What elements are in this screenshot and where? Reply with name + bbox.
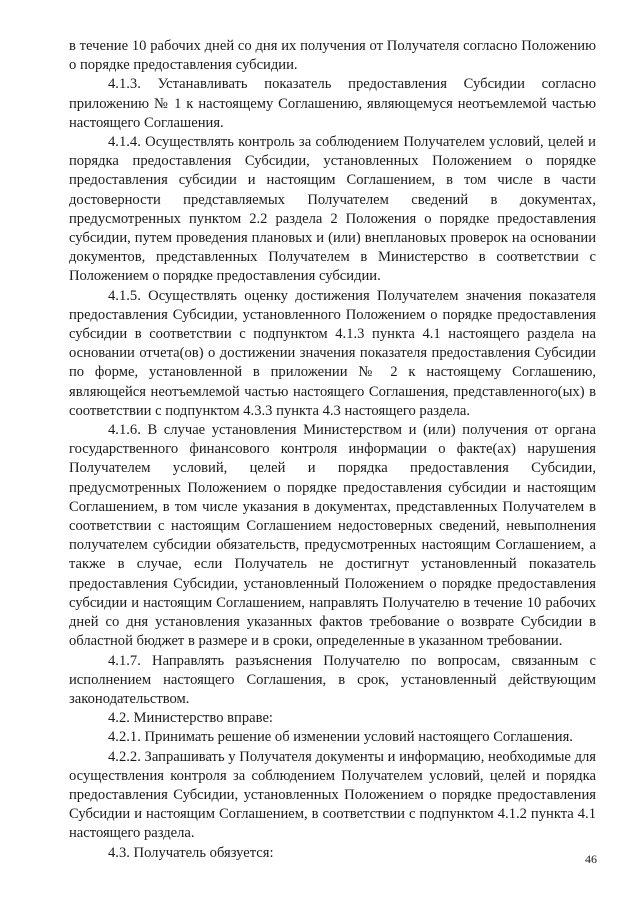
paragraph-continuation: в течение 10 рабочих дней со дня их получения от Получателя согласно Положению о порядке предоставления субсидии. (69, 38, 596, 74)
paragraph-4-1-4: 4.1.4. Осуществлять контроль за соблюдением Получателем условий, целей и порядка предоставления Субсидии, установленных Положением о порядке предоставления субсидии и настоящим Соглашением, в том числе в части достоверности представляемых Получателем сведений в документах, предусмотренных пунктом 2.2 раздела 2 Положения о порядке предоставления субсидии, путем проведения плановых и (или) внеплановых проверок на основании документов, представленных Получателем в Министерство в соответствии с Положением о порядке предоставления субсидии. (69, 134, 596, 285)
paragraph-4-2-1: 4.2.1. Принимать решение об изменении условий настоящего Соглашения. (108, 729, 573, 746)
page-number: 46 (585, 852, 597, 866)
document-body (69, 37, 596, 863)
paragraph-4-1-5: 4.1.5. Осуществлять оценку достижения Получателем значения показателя предоставления Субсидии, установленного Положением о порядке предоставления субсидии в соответствии с подпунктом 4.1.3 пункта 4.1 настоящего раздела на основании отчета(ов) о достижении значения показателя предоставления Субсидии по форме, установленной в приложении № 2 к настоящему Соглашению, являющейся неотъемлемой частью настоящего Соглашения, представленного(ых) в соответствии с подпунктом 4.3.3 пункта 4.3 настоящего раздела. (69, 287, 596, 419)
paragraph-4-1-7: 4.1.7. Направлять разъяснения Получателю по вопросам, связанным с исполнением настоящего Соглашения, в срок, установленный действующим законодательством. (69, 652, 596, 707)
paragraph-4-2: 4.2. Министерство вправе: (108, 710, 273, 727)
paragraph-4-1-3: 4.1.3. Устанавливать показатель предоставления Субсидии согласно приложению № 1 к настоящему Соглашению, являющемуся неотъемлемой частью настоящего Соглашения. (69, 76, 596, 131)
paragraph-4-2-2: 4.2.2. Запрашивать у Получателя документы и информацию, необходимые для осуществления контроля за соблюдением Получателем условий, целей и порядка предоставления Субсидии, установленных Положением о порядке предоставления Субсидии и настоящим Соглашением, в соответствии с подпунктом 4.1.2 пункта 4.1 настоящего раздела. (69, 748, 596, 842)
paragraph-4-3: 4.3. Получатель обязуется: (108, 844, 274, 861)
paragraph-4-1-6: 4.1.6. В случае установления Министерством и (или) получения от органа государственного финансового контроля информации о факте(ах) нарушения Получателем условий, целей и порядка предоставления Субсидии, предусмотренных Положением о порядке предоставления субсидии и настоящим Соглашением, в том числе указания в документах, представленных Получателем в соответствии с настоящим Соглашением недостоверных сведений, невыполнения получателем субсидии обязательств, предусмотренных настоящим Соглашением, а также в случае, если Получатель не достигнут установленный показатель предоставления Субсидии, установленный Положением о порядке предоставления субсидии и настоящим Соглашением, направлять Получателю в течение 10 рабочих дней со дня установления указанных фактов требование о возврате Субсидии в областной бюджет в размере и в сроки, определенные в указанном требовании. (69, 422, 596, 650)
